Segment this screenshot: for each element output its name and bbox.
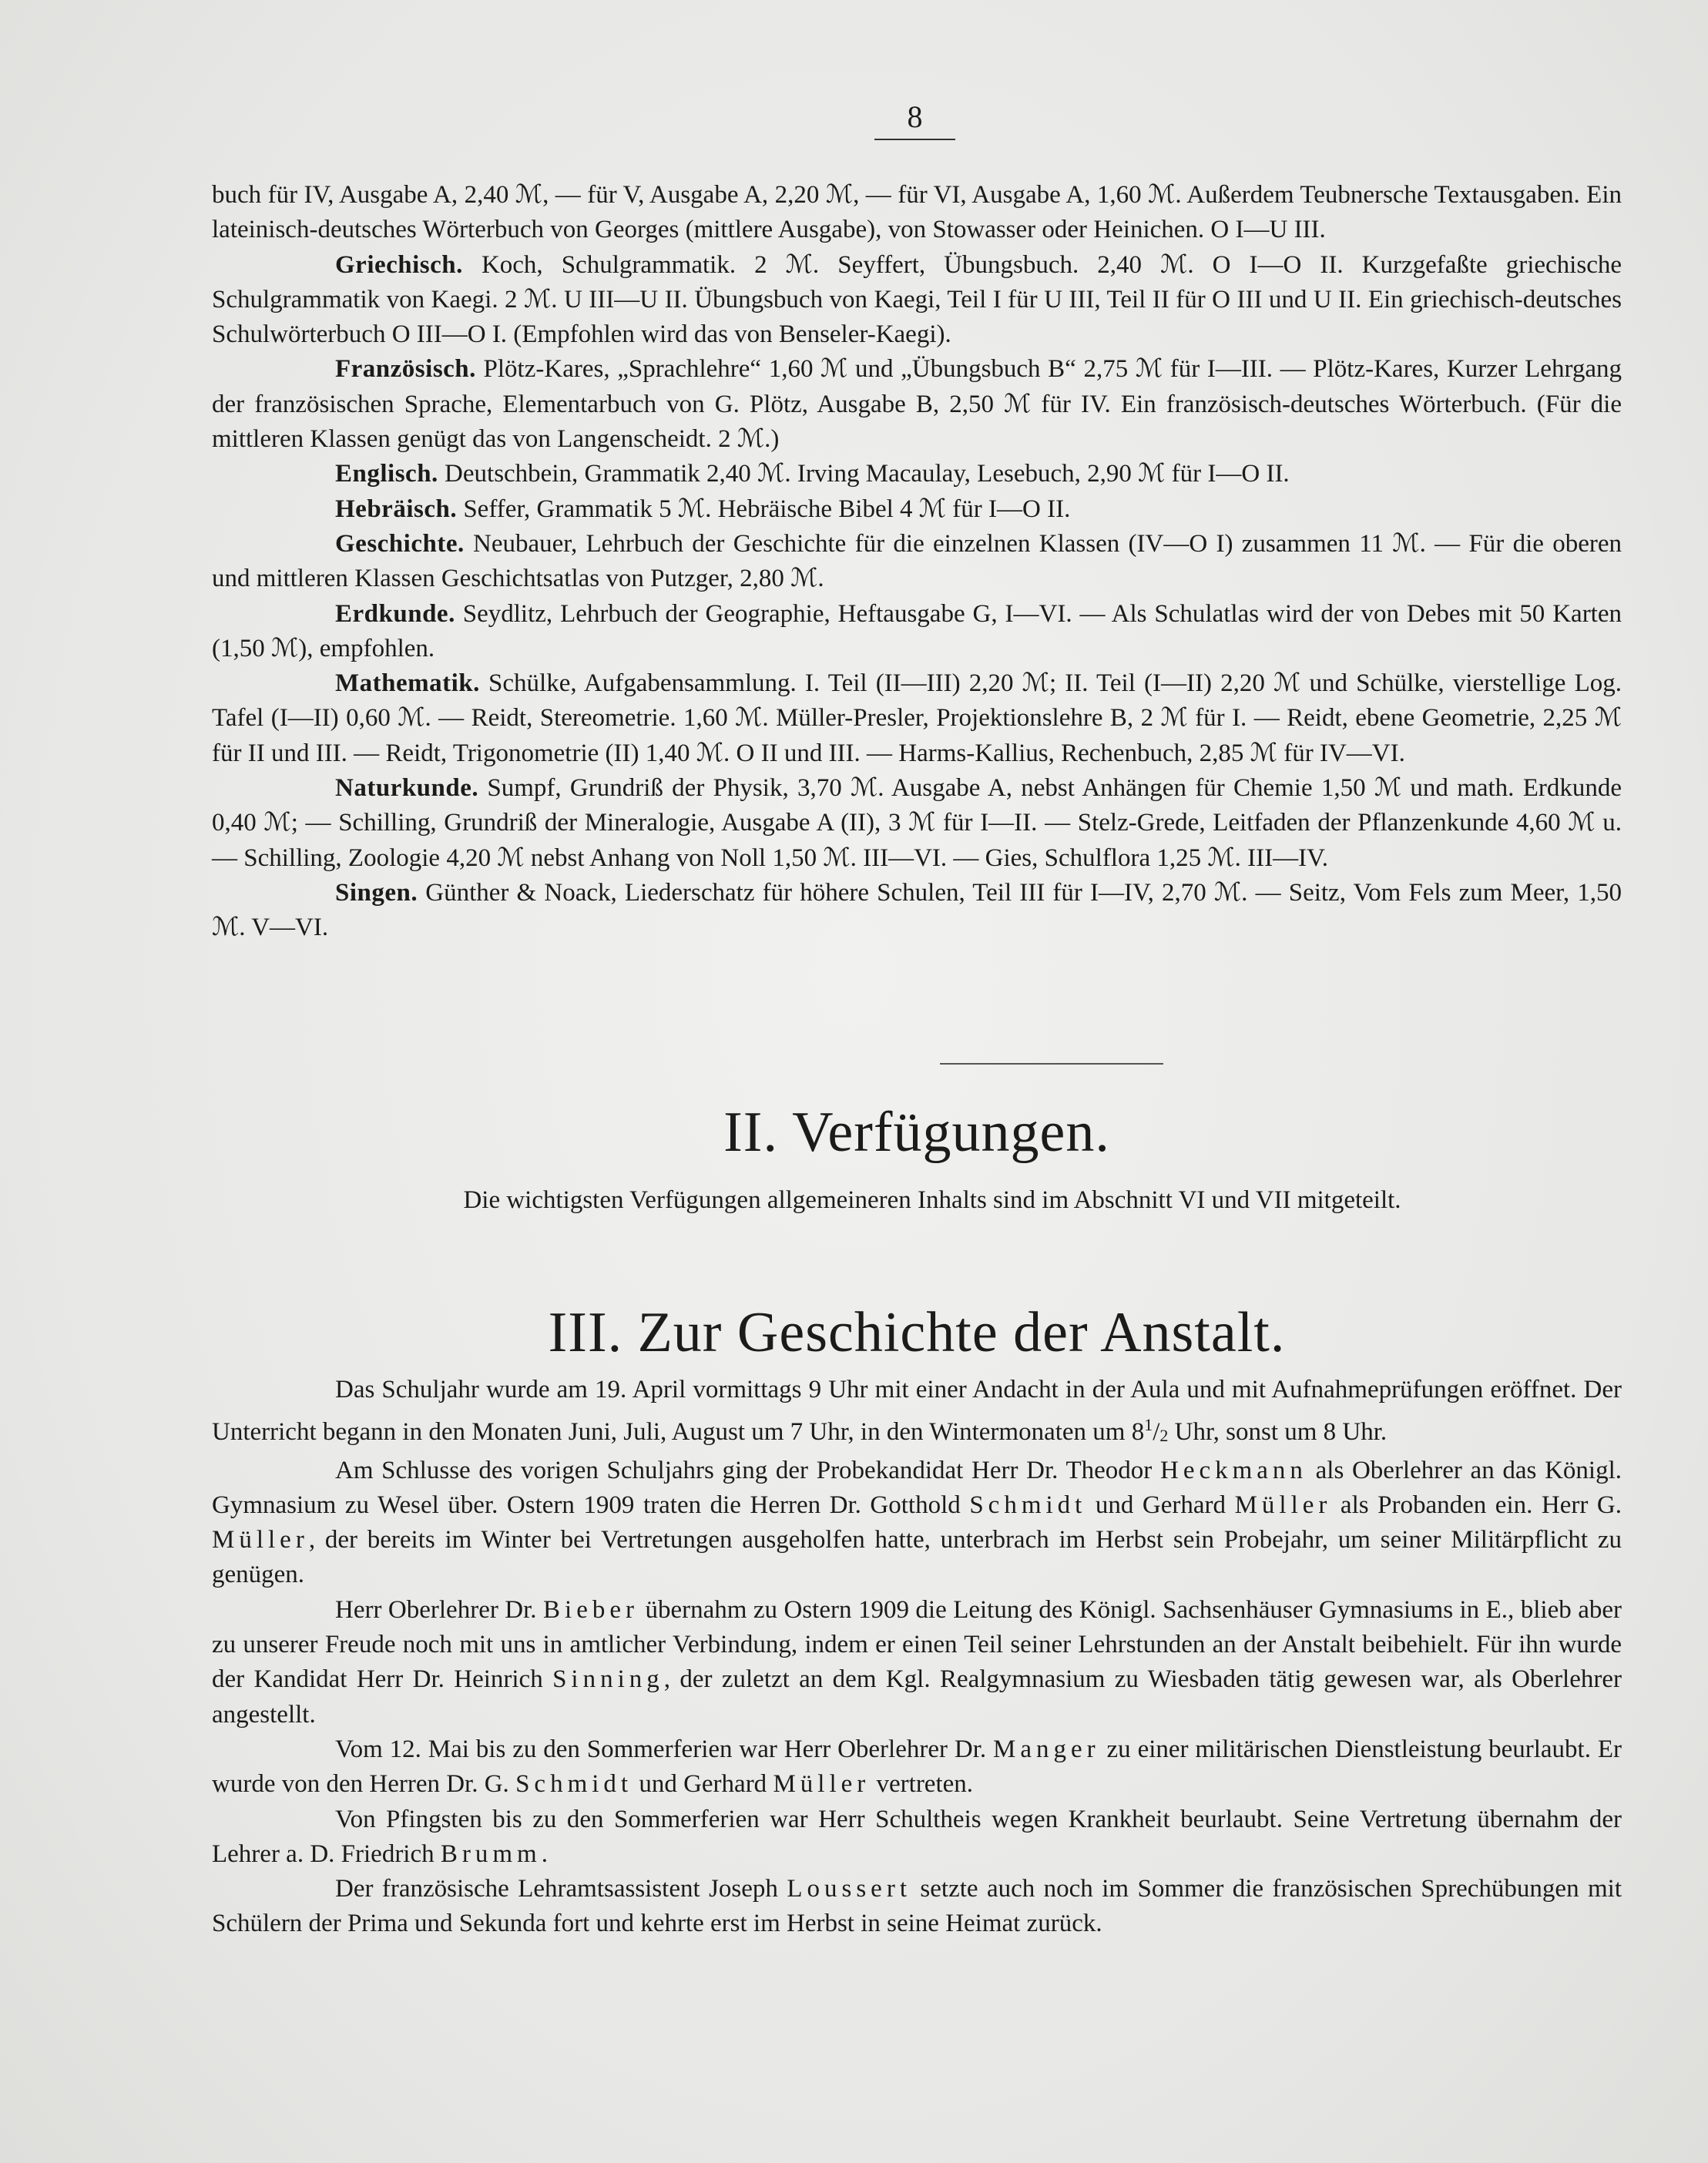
paragraph	[212, 876, 1622, 946]
subject-label: Erdkunde.	[335, 599, 455, 628]
page-number: 8	[907, 99, 923, 134]
text-run: als Oberlehrer an das Königl. Gymnasium zu Wesel über. Ostern 1909 traten die Herren Dr. Gotthold	[212, 1456, 1622, 1519]
text-run: Herr Oberlehrer Dr.	[335, 1595, 544, 1624]
paragraph	[212, 527, 1622, 597]
text-run: /	[1153, 1418, 1160, 1447]
text-run: setzte auch noch im Sommer die französischen Sprechübungen mit Schülern der Prima und Sekunda fort und kehrte erst im Herbst in seine Heimat zurück.	[212, 1875, 1622, 1938]
text-run: Das Schuljahr wurde am 19. April vormittags 9 Uhr mit einer Andacht in der Aula und mit Aufnahmeprüfungen eröffnet. Der Unterricht begann in den Monaten Juni, Juli, August um 7 Uhr, in den Wintermonaten um 8	[212, 1376, 1622, 1447]
page-number-underline	[874, 139, 955, 140]
text-run: vertreten.	[870, 1770, 974, 1799]
paragraph	[212, 1872, 1622, 1942]
person-name: Brumm	[440, 1839, 542, 1868]
section-heading-geschichte: III. Zur Geschichte der Anstalt.	[548, 1301, 1286, 1364]
person-name: Heckmann	[1159, 1456, 1307, 1484]
subject-label: Naturkunde.	[335, 774, 479, 803]
subject-label: Mathematik.	[335, 669, 480, 698]
subject-label: Englisch.	[335, 460, 438, 488]
paragraph	[212, 248, 1622, 353]
paragraph	[212, 771, 1622, 876]
person-name: Müller	[212, 1526, 309, 1554]
person-name: Manger	[993, 1735, 1100, 1763]
text-run: und Gerhard	[1086, 1491, 1235, 1519]
paragraph	[212, 1454, 1622, 1593]
text-run: Günther & Noack, Liederschatz für höhere Schulen, Teil III für I—IV, 2,70 ℳ. — Seitz, Vom Fels zum Meer, 1,50 ℳ. V—VI.	[212, 878, 1622, 942]
person-name: Schmidt	[969, 1491, 1087, 1519]
person-name: Schmidt	[515, 1770, 633, 1799]
text-run: zu einer militärischen Dienstleistung beurlaubt. Er wurde von den Herren Dr. G.	[212, 1735, 1622, 1799]
subject-label: Singen.	[335, 878, 418, 907]
paragraph	[212, 178, 1622, 248]
person-name: Müller	[1234, 1491, 1332, 1519]
paragraph	[212, 492, 1622, 527]
subject-label: Französisch.	[335, 355, 476, 384]
text-run: Neubauer, Lehrbuch der Geschichte für die einzelnen Klassen (IV—O I) zusammen 11 ℳ. — Für die oberen und mittleren Klassen Geschichtsatlas von Putzger, 2,80 ℳ.	[212, 529, 1622, 593]
fraction-denominator: 2	[1159, 1426, 1169, 1446]
paragraph	[212, 1802, 1622, 1873]
text-run: und Gerhard	[633, 1770, 773, 1799]
text-run: Uhr, sonst um 8 Uhr.	[1168, 1418, 1388, 1447]
paragraph	[212, 352, 1622, 457]
subject-label: Griechisch.	[335, 250, 463, 279]
text-run: , der bereits im Winter bei Vertretungen ausgeholfen hatte, unterbrach im Herbst sein Probejahr, um seiner Militärpflicht zu genügen.	[212, 1526, 1622, 1589]
text-run: Am Schlusse des vorigen Schuljahrs ging der Probekandidat Herr Dr. Theodor	[335, 1456, 1160, 1484]
person-name: Sinning	[552, 1665, 664, 1694]
person-name: Müller	[773, 1770, 871, 1799]
text-run: , der zuletzt an dem Kgl. Realgymnasium zu Wiesbaden tätig gewesen war, als Oberlehrer angestellt.	[212, 1665, 1622, 1729]
subject-label: Geschichte.	[335, 529, 465, 558]
text-run: übernahm zu Ostern 1909 die Leitung des Königl. Sachsenhäuser Gymnasiums in E., blieb aber zu unserer Freude noch mit uns in amtlicher Verbindung, indem er einen Teil seiner Lehrstunden an der Anstalt beibehielt. Für ihn wurde der Kandidat Herr Dr. Heinrich	[212, 1595, 1622, 1694]
text-run: Der französische Lehramtsassistent Joseph	[335, 1875, 787, 1903]
paragraph	[212, 1732, 1622, 1802]
text-run: Seydlitz, Lehrbuch der Geographie, Heftausgabe G, I—VI. — Als Schulatlas wird der von Debes mit 50 Karten (1,50 ℳ), empfohlen.	[212, 599, 1622, 662]
text-run: Vom 12. Mai bis zu den Sommerferien war Herr Oberlehrer Dr.	[335, 1735, 994, 1763]
section-divider	[940, 1063, 1163, 1065]
subject-label: Hebräisch.	[335, 495, 458, 523]
section-heading-verfuegungen: II. Verfügungen.	[723, 1101, 1110, 1164]
history-section	[212, 1373, 1622, 1942]
text-run: Sumpf, Grundriß der Physik, 3,70 ℳ. Ausgabe A, nebst Anhängen für Chemie 1,50 ℳ und math. Erdkunde 0,40 ℳ; — Schilling, Grundriß der Mineralogie, Ausgabe A (II), 3 ℳ für I—II. — Stelz-Grede, Leitfaden der Pflanzenkunde 4,60 ℳ u. — Schilling, Zoologie 4,20 ℳ nebst Anhang von Noll 1,50 ℳ. III—VI. — Gies, Schulflora 1,25 ℳ. III—IV.	[212, 774, 1622, 872]
paragraph	[212, 597, 1622, 667]
text-run: Deutschbein, Grammatik 2,40 ℳ. Irving Macaulay, Lesebuch, 2,90 ℳ für I—O II.	[438, 460, 1290, 488]
section-note-verfuegungen: Die wichtigsten Verfügungen allgemeineren Inhalts sind im Abschnitt VI und VII mitgeteilt.	[463, 1186, 1401, 1214]
person-name: Loussert	[787, 1875, 911, 1903]
textbook-list-section	[212, 178, 1622, 946]
text-run: Seffer, Grammatik 5 ℳ. Hebräische Bibel 4 ℳ für I—O II.	[457, 495, 1071, 523]
text-run: buch für IV, Ausgabe A, 2,40 ℳ, — für V, Ausgabe A, 2,20 ℳ, — für VI, Ausgabe A, 1,60 ℳ. Außerdem Teubnersche Textausgaben. Ein lateinisch-deutsches Wörterbuch von Georges (mittlere Ausgabe), von Stowasser oder Heinichen. O I—U III.	[212, 181, 1622, 244]
paragraph	[212, 1593, 1622, 1732]
person-name: Bieber	[543, 1595, 639, 1624]
paragraph	[212, 457, 1622, 491]
text-run: .	[541, 1839, 548, 1868]
paragraph	[212, 1373, 1622, 1454]
text-run: Schülke, Aufgabensammlung. I. Teil (II—III) 2,20 ℳ; II. Teil (I—II) 2,20 ℳ und Schülke, vierstellige Log. Tafel (I—II) 0,60 ℳ. — Reidt, Stereometrie. 1,60 ℳ. Müller-Presler, Projektionslehre B, 2 ℳ für I. — Reidt, ebene Geometrie, 2,25 ℳ für II und III. — Reidt, Trigonometrie (II) 1,40 ℳ. O II und III. — Harms-Kallius, Rechenbuch, 2,85 ℳ für IV—VI.	[212, 669, 1622, 767]
text-run: Plötz-Kares, „Sprachlehre“ 1,60 ℳ und „Übungsbuch B“ 2,75 ℳ für I—III. — Plötz-Kares, Kurzer Lehrgang der französischen Sprache, Elementarbuch von G. Plötz, Ausgabe B, 2,50 ℳ für IV. Ein französisch-deutsches Wörterbuch. (Für die mittleren Klassen genügt das von Langenscheidt. 2 ℳ.)	[212, 355, 1622, 454]
text-run: Koch, Schulgrammatik. 2 ℳ. Seyffert, Übungsbuch. 2,40 ℳ. O I—O II. Kurzgefaßte griechische Schulgrammatik von Kaegi. 2 ℳ. U III—U II. Übungsbuch von Kaegi, Teil I für U III, Teil II für O III und U II. Ein griechisch-deutsches Schulwörterbuch O III—O I. (Empfohlen wird das von Benseler-Kaegi).	[212, 250, 1622, 349]
text-run: Von Pfingsten bis zu den Sommerferien war Herr Schultheis wegen Krankheit beurlaubt. Seine Vertretung übernahm der Lehrer a. D. Friedrich	[212, 1805, 1622, 1868]
text-run: als Probanden ein. Herr G.	[1331, 1491, 1622, 1519]
paragraph	[212, 666, 1622, 771]
fraction-numerator: 1	[1144, 1415, 1153, 1435]
